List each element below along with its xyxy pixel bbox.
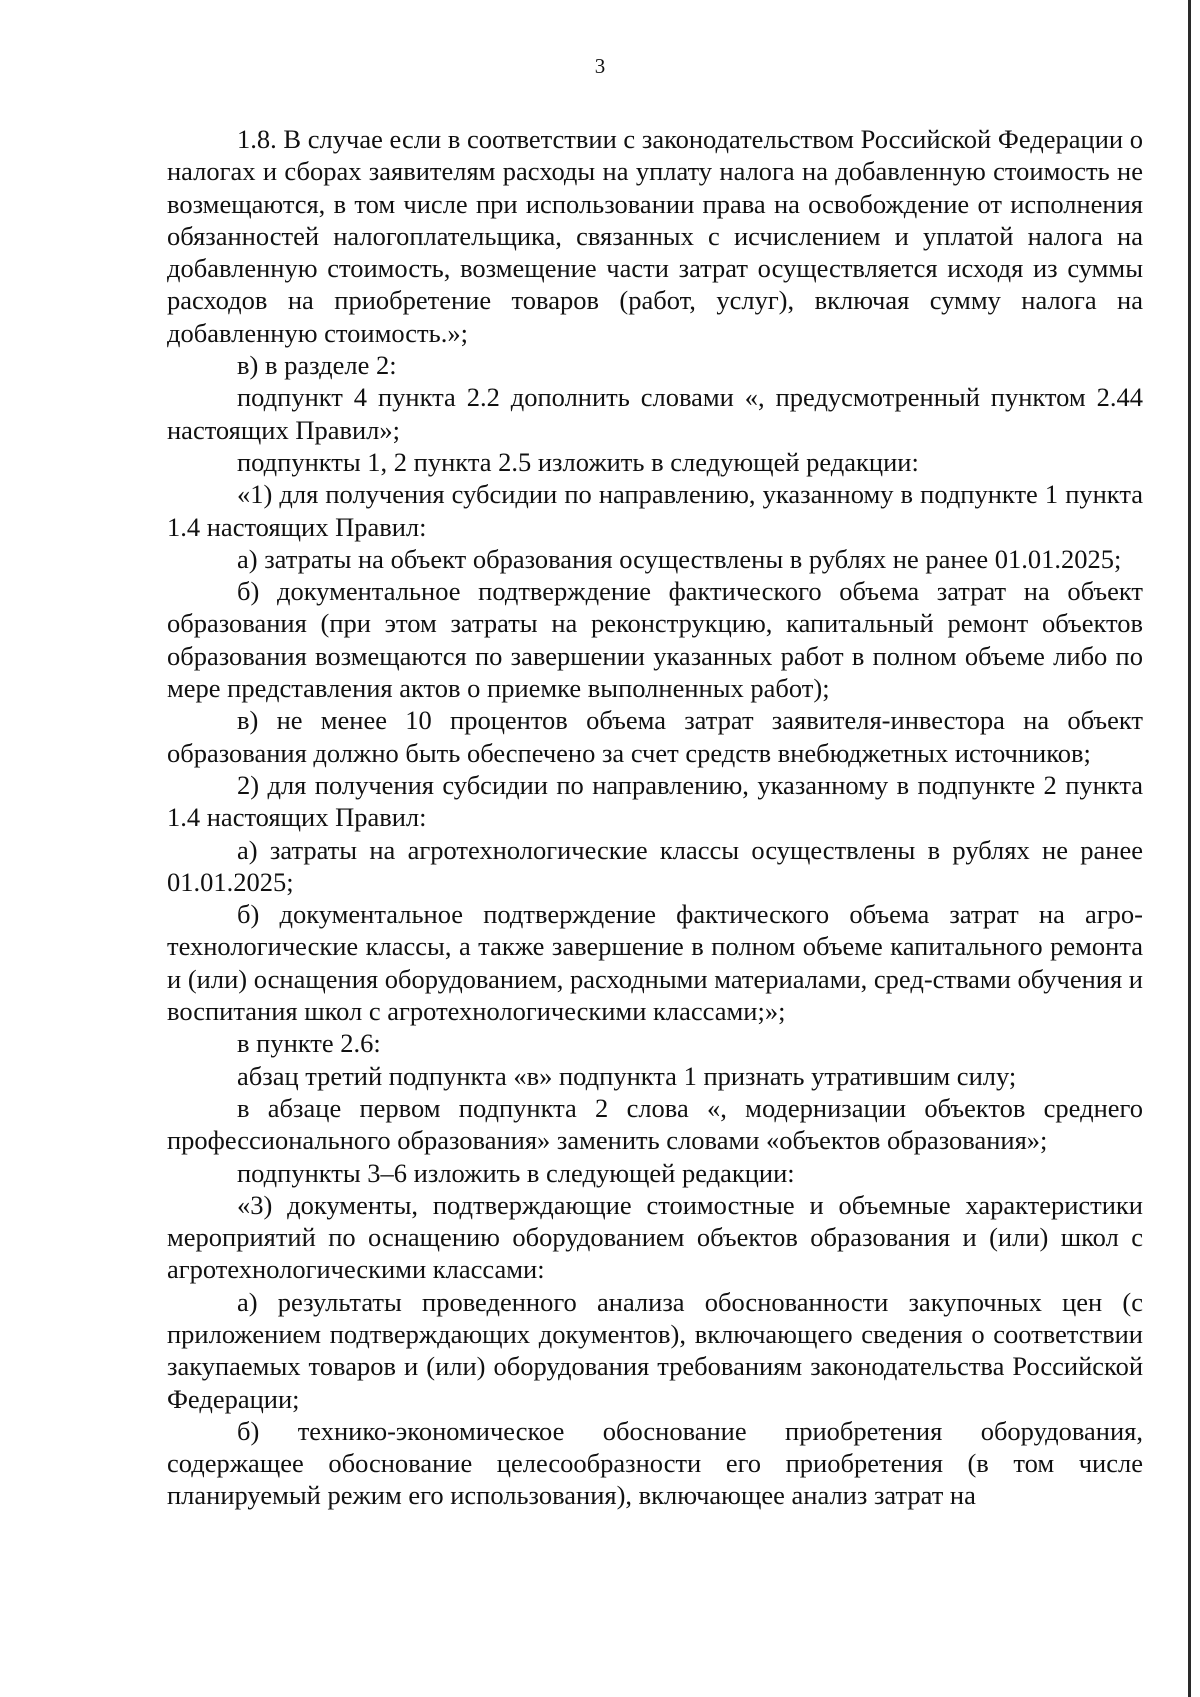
paragraph: б) документальное подтверждение фактического объема затрат на агро-технологические классы, а также завершение в полном объеме капитального ремонта и (или) оснащения оборудованием, расходными материалами, сред-ствами обучения и воспитания школ с агротехнологическими классами;»;: [167, 899, 1143, 1027]
paragraph: 1.8. В случае если в соответствии с законодательством Российской Федерации о налогах и сборах заявителям расходы на уплату налога на добавленную стоимость не возмещаются, в том числе при использовании права на освобождение от исполнения обязанностей налогоплательщика, связанных с исчислением и уплатой налога на добавленную стоимость, возмещение части затрат осуществляется исходя из суммы расходов на приобретение товаров (работ, услуг), включая сумму налога на добавленную стоимость.»;: [167, 124, 1143, 348]
paragraph: в) в разделе 2:: [237, 350, 397, 381]
paragraph: подпункты 1, 2 пункта 2.5 изложить в следующей редакции:: [237, 446, 919, 477]
paragraph: в) не менее 10 процентов объема затрат заявителя-инвестора на объект образования должно быть обеспечено за счет средств внебюджетных источников;: [167, 705, 1143, 768]
paragraph: абзац третий подпункта «в» подпункта 1 признать утратившим силу;: [237, 1060, 1017, 1091]
document-body: [167, 123, 1143, 1512]
paragraph: «1) для получения субсидии по направлению, указанному в подпункте 1 пункта 1.4 настоящих Правил:: [167, 479, 1143, 542]
paragraph: а) результаты проведенного анализа обоснованности закупочных цен (с приложением подтверждающих документов), включающего сведения о соответствии закупаемых товаров и (или) оборудования требованиям законодательства Российской Федерации;: [167, 1286, 1143, 1414]
paragraph: б) документальное подтверждение фактического объема затрат на объект образования (при этом затраты на реконструкцию, капитальный ремонт объектов образования возмещаются по завершении указанных работ в полном объеме либо по мере представления актов о приемке выполненных работ);: [167, 576, 1143, 704]
paragraph: подпункт 4 пункта 2.2 дополнить словами «, предусмотренный пунктом 2.44 настоящих Правил»;: [167, 382, 1143, 445]
paragraph: 2) для получения субсидии по направлению, указанному в подпункте 2 пункта 1.4 настоящих Правил:: [167, 769, 1143, 833]
paragraph: «3) документы, подтверждающие стоимостные и объемные характеристики мероприятий по оснащению оборудованием объектов образования и (или) школ с агротехнологическими классами:: [167, 1189, 1143, 1285]
paragraph: б) технико-экономическое обоснование приобретения оборудования, содержащее обоснование целесообразности его приобретения (в том числе планируемый режим его использования), включающее анализ затрат на: [167, 1415, 1143, 1511]
page-edge-shadow: [1188, 0, 1191, 1697]
paragraph: а) затраты на агротехнологические классы осуществлены в рублях не ранее 01.01.2025;: [167, 834, 1143, 897]
paragraph: в абзаце первом подпункта 2 слова «, модернизации объектов среднего профессионального образования» заменить словами «объектов образования»;: [167, 1092, 1143, 1156]
paragraph: а) затраты на объект образования осуществлены в рублях не ранее 01.01.2025;: [237, 543, 1122, 574]
paragraph: в пункте 2.6:: [237, 1028, 381, 1059]
paragraph: подпункты 3–6 изложить в следующей редакции:: [237, 1157, 795, 1188]
page-number: 3: [594, 54, 606, 78]
